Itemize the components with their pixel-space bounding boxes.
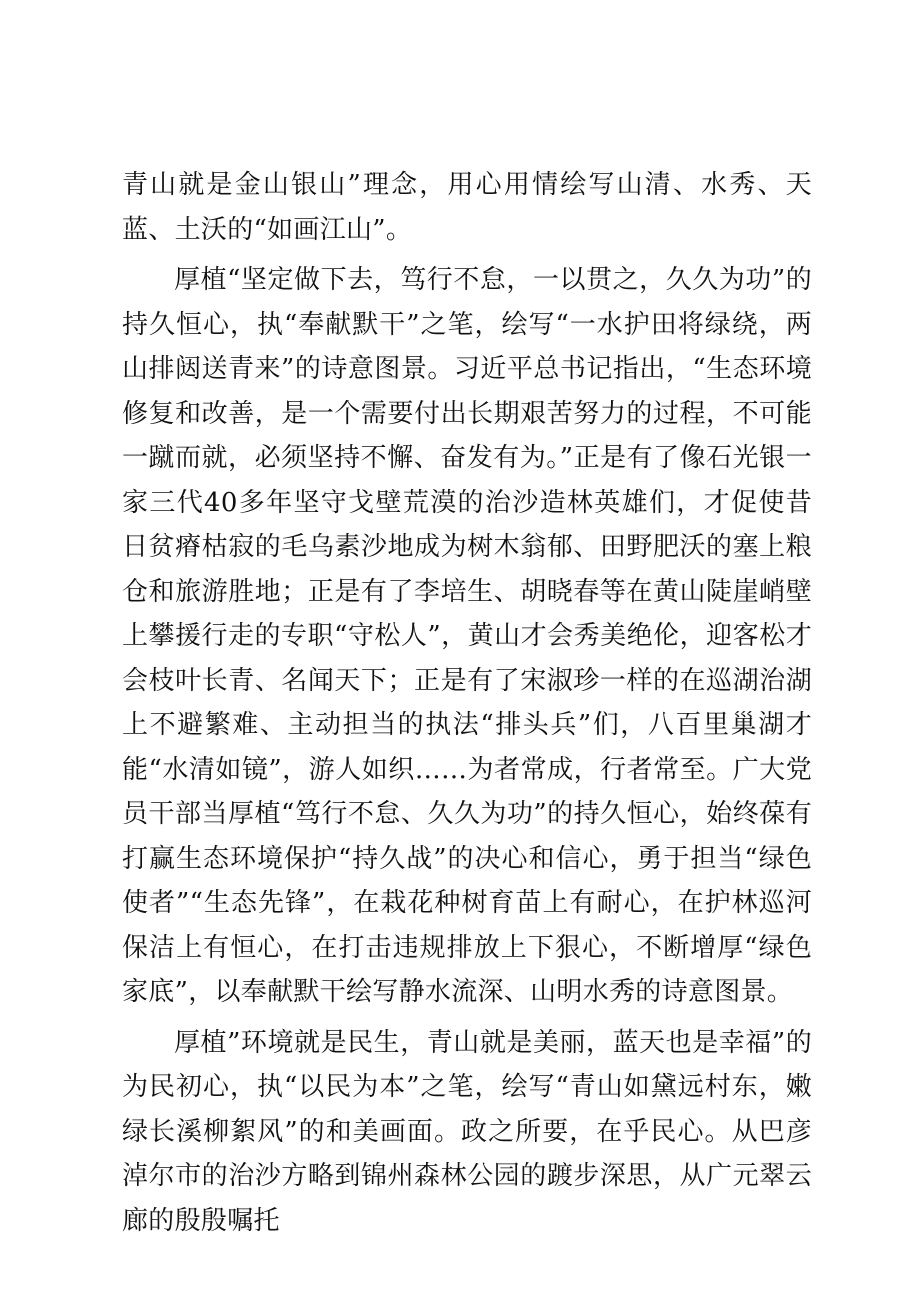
paragraph-people: 厚植”环境就是民生，青山就是美丽，蓝天也是幸福”的为民初心，执“以民为本”之笔，绘写“青山如黛远村东，嫩绿长溪柳絮风”的和美画面。政之所要，在乎民心。从巴彦淖尔市的治沙方略到锦州森林公园的踱步深思，从广元翠云廊的殷殷嘱托: [122, 1027, 812, 1236]
paragraph-continuation: 青山就是金山银山”理念，用心用情绘写山清、水秀、天蓝、土沃的“如画江山”。: [122, 170, 812, 245]
document-body: [122, 163, 812, 1243]
paragraph-persistence: 厚植“坚定做下去，笃行不怠，一以贯之，久久为功”的持久恒心，执“奉献默干”之笔，绘写“一水护田将绿绕，两山排闼送青来”的诗意图景。习近平总书记指出，“生态环境修复和改善，是一个需要付出长期艰苦努力的过程，不可能一蹴而就，必须坚持不懈、奋发有为。”正是有了像石光银一家三代40多年坚守戈壁荒漠的治沙造林英雄们，才促使昔日贫瘠枯寂的毛乌素沙地成为树木翁郁、田野肥沃的塞上粮仓和旅游胜地；正是有了李培生、胡晓春等在黄山陡崖峭壁上攀援行走的专职“守松人”，黄山才会秀美绝伦，迎客松才会枝叶长青、名闻天下；正是有了宋淑珍一样的在巡湖治湖上不避繁难、主动担当的执法“排头兵”们，八百里巢湖才能“水清如镜”，游人如织……为者常成，行者常至。广大党员干部当厚植“笃行不怠、久久为功”的持久恒心，始终葆有打赢生态环境保护“持久战”的决心和信心，勇于担当“绿色使者”“生态先锋”，在栽花种树育苗上有耐心，在护林巡河保洁上有恒心，在打击违规排放上下狠心，不断增厚“绿色家底”，以奉献默干绘写静水流深、山明水秀的诗意图景。: [122, 265, 812, 1007]
